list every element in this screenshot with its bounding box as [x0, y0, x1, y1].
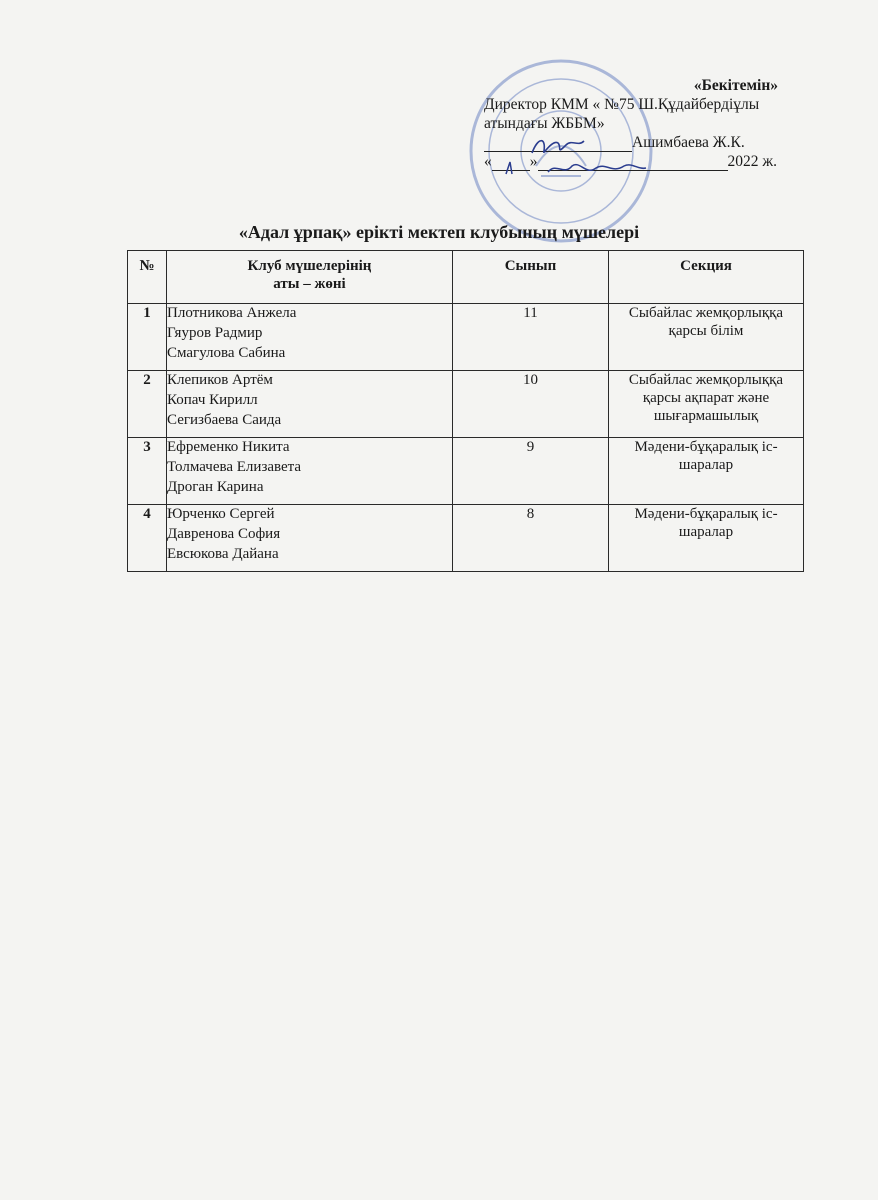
row-names: [167, 371, 453, 438]
table-row: [128, 505, 804, 572]
member-name: Плотникова Анжела: [167, 305, 297, 321]
table-row: [128, 438, 804, 505]
member-name: Ефременко Никита: [167, 439, 290, 455]
row-class: 10: [453, 371, 609, 438]
row-number: 2: [128, 371, 167, 438]
row-class: 11: [453, 304, 609, 371]
header-number: №: [128, 251, 167, 304]
member-name: Евсюкова Дайана: [167, 546, 279, 562]
member-name: Дроган Карина: [167, 479, 264, 495]
member-name: Юрченко Сергей: [167, 506, 275, 522]
row-class: 9: [453, 438, 609, 505]
header-name-line2: аты – жөні: [273, 276, 346, 292]
row-number: 1: [128, 304, 167, 371]
member-name: Давренова София: [167, 526, 281, 542]
approval-heading: «Бекітемін»: [693, 77, 778, 94]
approval-year: 2022 ж.: [727, 153, 777, 170]
approval-director-line: Директор КММ « №75 Ш.Құдайбердіұлы: [484, 96, 760, 113]
date-quote-close: »: [529, 153, 538, 170]
approval-school-line: атындағы ЖББМ»: [484, 115, 605, 132]
header-name: [167, 251, 453, 304]
row-number: 4: [128, 505, 167, 572]
row-section: Сыбайлас жемқорлыққа қарсы ақпарат және шығармашылық: [609, 371, 804, 438]
table-row: [128, 371, 804, 438]
member-name: Сегизбаева Саида: [167, 412, 282, 428]
row-class: 8: [453, 505, 609, 572]
handwritten-date-icon: [486, 158, 686, 180]
handwritten-signature-icon: [528, 133, 588, 159]
document-title: «Адал ұрпақ» ерікті мектеп клубының мүшелері: [238, 222, 640, 242]
row-number: 3: [128, 438, 167, 505]
row-names: [167, 505, 453, 572]
approval-signer: Ашимбаева Ж.К.: [632, 134, 745, 151]
member-name: Гяуров Радмир: [167, 325, 263, 341]
date-quote-open: «: [484, 153, 492, 170]
table-row: [128, 304, 804, 371]
row-names: [167, 438, 453, 505]
members-table: [127, 250, 804, 572]
member-name: Копач Кирилл: [167, 392, 258, 408]
header-name-line1: Клуб мүшелерінің: [247, 258, 372, 274]
row-names: [167, 304, 453, 371]
member-name: Смагулова Сабина: [167, 345, 286, 361]
member-name: Толмачева Елизавета: [167, 459, 302, 475]
member-name: Клепиков Артём: [167, 372, 273, 388]
header-class: Сынып: [453, 251, 609, 304]
row-section: Мәдени-бұқаралық іс-шаралар: [609, 438, 804, 505]
table-header-row: [128, 251, 804, 304]
header-section: Секция: [609, 251, 804, 304]
row-section: Сыбайлас жемқорлыққа қарсы білім: [609, 304, 804, 371]
row-section: Мәдени-бұқаралық іс-шаралар: [609, 505, 804, 572]
